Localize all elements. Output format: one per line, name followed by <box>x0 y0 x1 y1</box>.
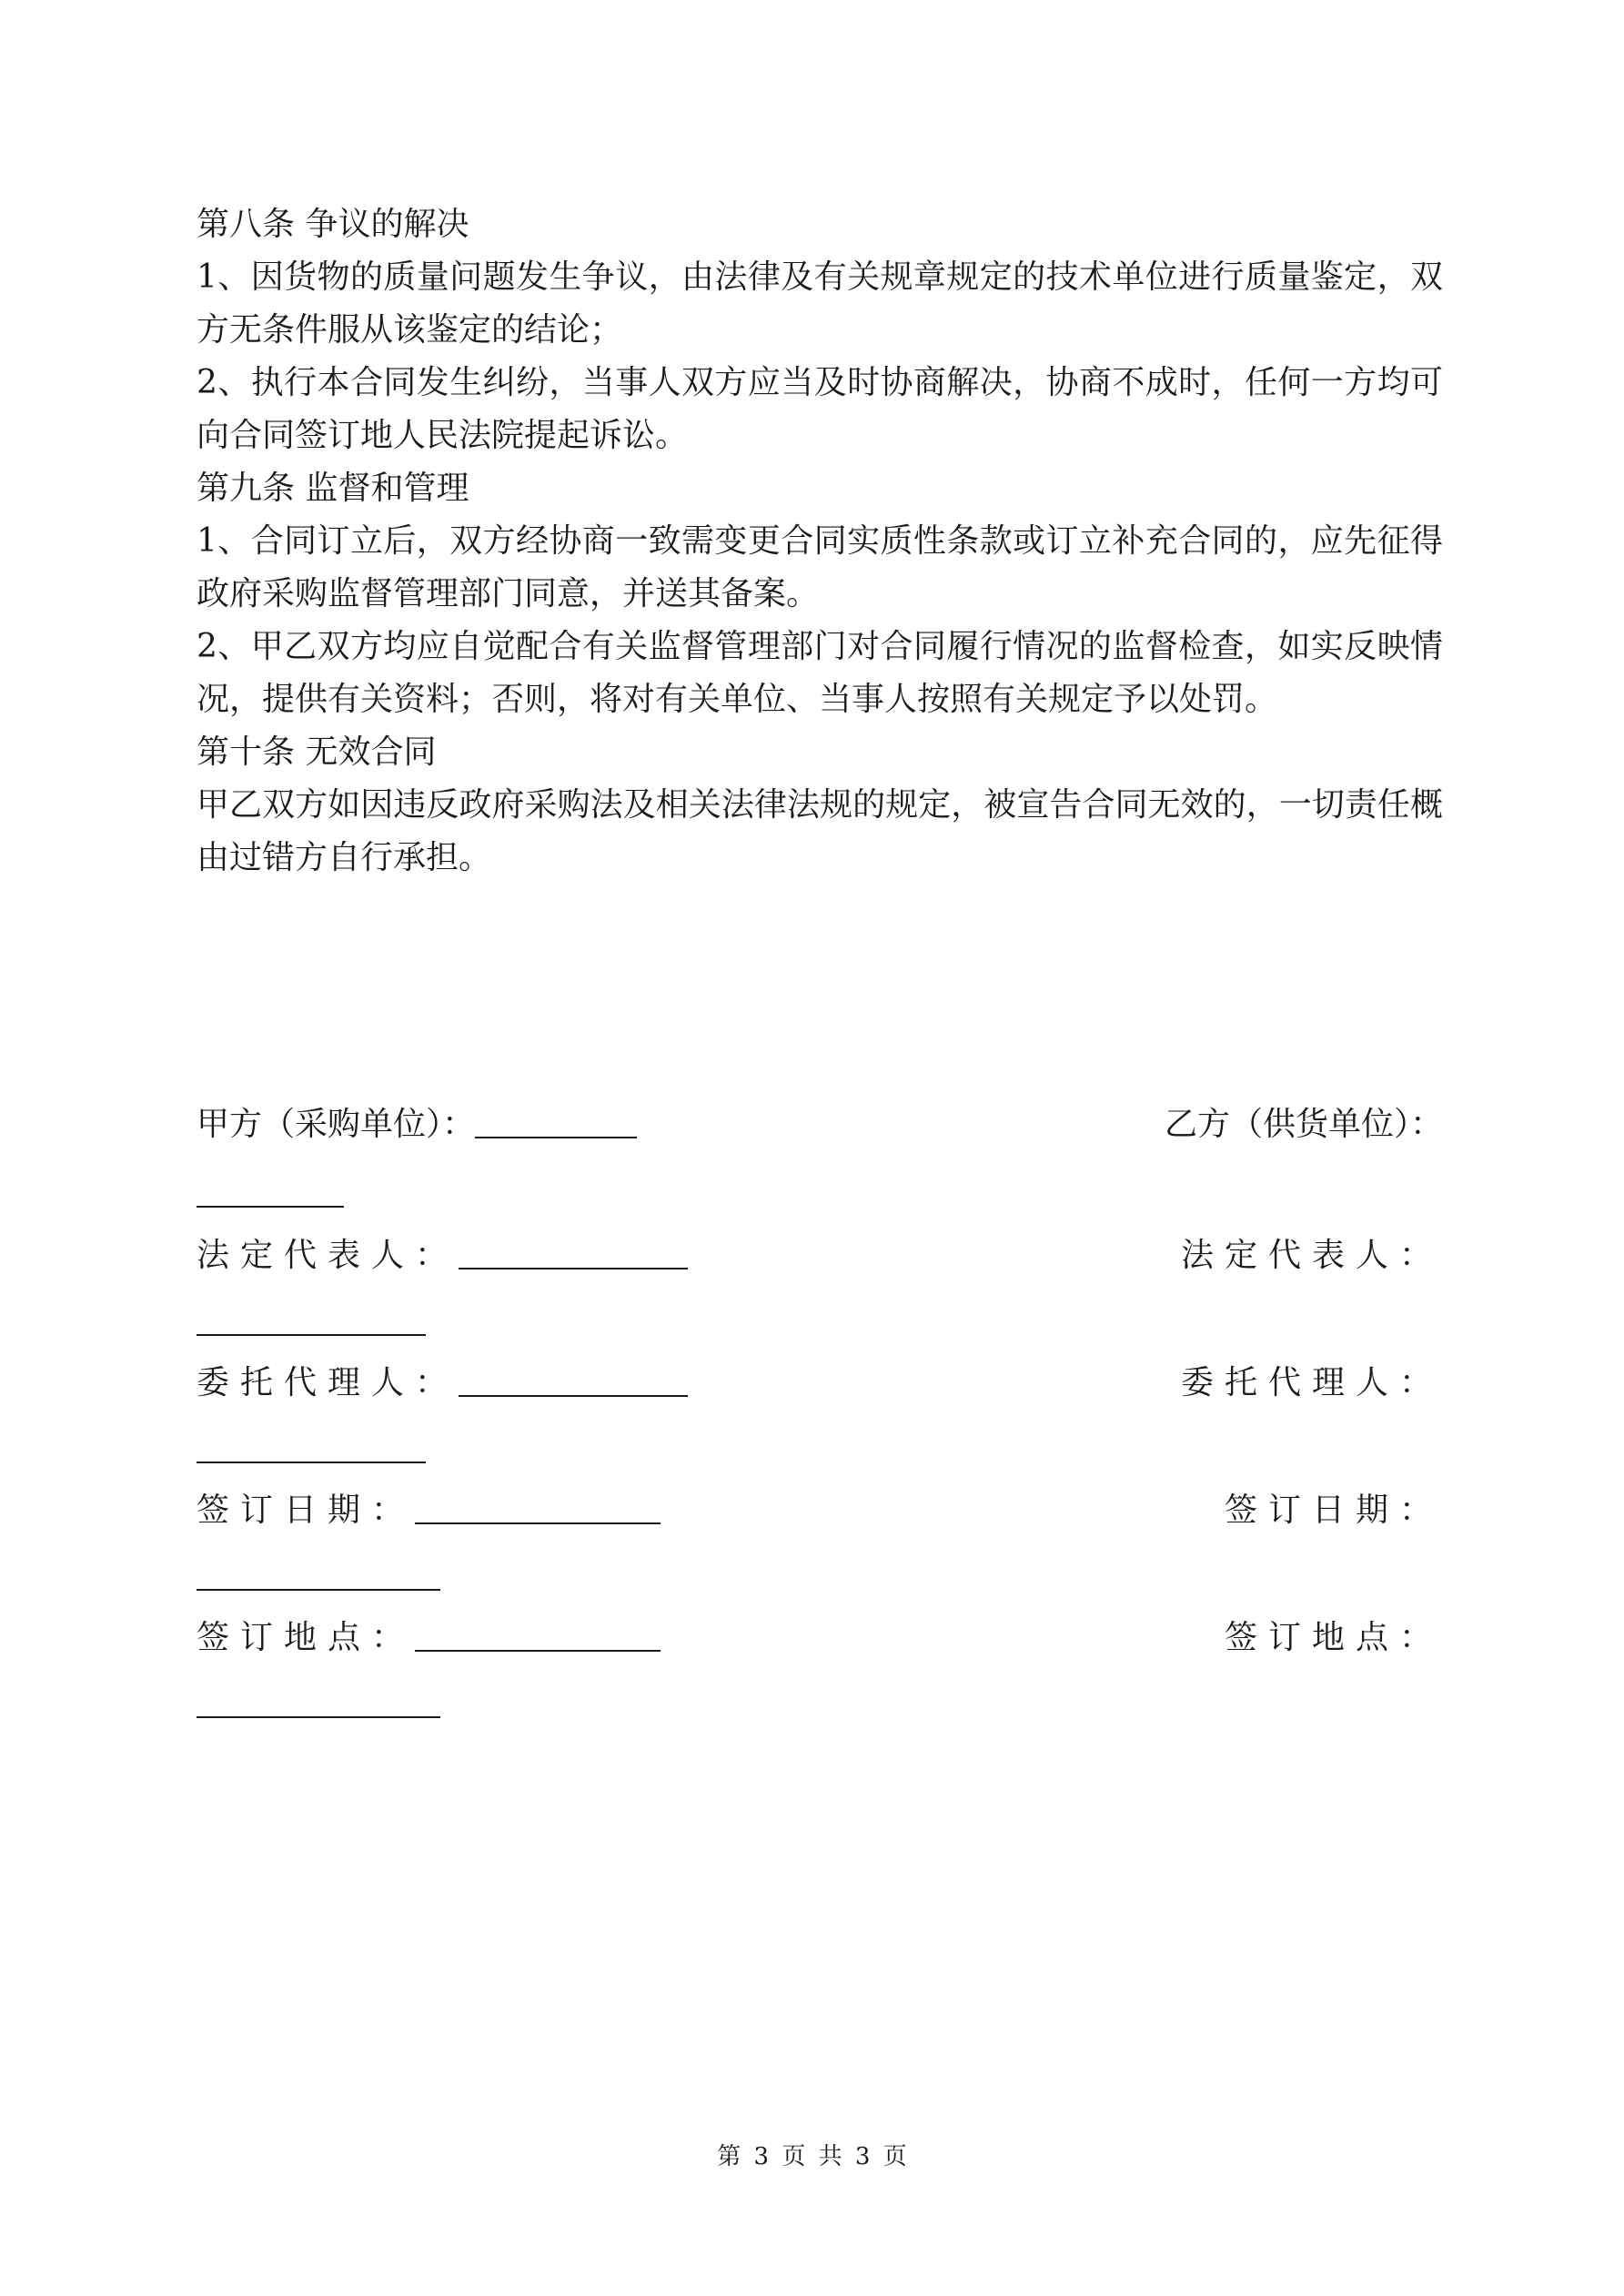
signature-row-party <box>197 1097 1443 1152</box>
article-9-clause-2: 2、甲乙双方均应自觉配合有关监督管理部门对合同履行情况的监督检查，如实反映情况，提供有关资料；否则，将对有关单位、当事人按照有关规定予以处罚。 <box>197 628 1443 718</box>
sign-place-a-label: 签订地点： <box>197 1619 416 1656</box>
agent-b-label: 委托代理人： <box>1180 1364 1443 1401</box>
agent-a-field <box>197 1356 688 1411</box>
article-8-heading: 第八条 争议的解决 <box>197 206 469 243</box>
legal-rep-b-field <box>1181 1229 1443 1283</box>
signature-row-date <box>197 1483 1443 1538</box>
sign-place-b-blank <box>197 1716 440 1718</box>
agent-b-field <box>1181 1356 1443 1411</box>
article-8-clause-1: 1、因货物的质量问题发生争议，由法律及有关规章规定的技术单位进行质量鉴定，双方无条件服从该鉴定的结论； <box>197 258 1443 349</box>
sign-place-a-field <box>197 1611 661 1665</box>
article-8-clause-2: 2、执行本合同发生纠纷，当事人双方应当及时协商解决，协商不成时，任何一方均可向合同签订地人民法院提起诉讼。 <box>197 364 1443 454</box>
agent-a-label: 委托代理人： <box>197 1364 459 1401</box>
party-b-field <box>1165 1097 1443 1152</box>
article-9-clause-1: 1、合同订立后，双方经协商一致需变更合同实质性条款或订立补充合同的，应先征得政府采购监督管理部门同意，并送其备案。 <box>197 522 1443 612</box>
page-number-footer: 第 3 页 共 3 页 <box>717 2143 907 2170</box>
party-a-blank <box>475 1106 637 1138</box>
legal-rep-a-label: 法定代表人： <box>197 1237 459 1274</box>
sign-place-a-blank <box>415 1619 661 1652</box>
signature-row-place <box>197 1611 1443 1665</box>
agent-b-blank <box>197 1462 426 1463</box>
sign-place-b-field <box>1225 1611 1443 1665</box>
sign-date-b-blank <box>197 1589 440 1591</box>
sign-date-b-field <box>1225 1483 1443 1538</box>
legal-rep-b-label: 法定代表人： <box>1180 1237 1443 1274</box>
party-a-field <box>197 1097 637 1152</box>
legal-rep-a-field <box>197 1229 688 1283</box>
sign-date-b-label: 签订日期： <box>1224 1492 1443 1529</box>
sign-date-a-field <box>197 1483 661 1538</box>
party-b-label: 乙方（供货单位）： <box>1164 1106 1443 1143</box>
sign-date-a-blank <box>415 1492 661 1524</box>
party-b-blank <box>197 1206 344 1208</box>
signature-row-legal-rep <box>197 1229 1443 1283</box>
legal-rep-b-blank <box>197 1334 426 1336</box>
sign-date-a-label: 签订日期： <box>197 1492 416 1529</box>
contract-body <box>197 198 1443 885</box>
article-10-clause: 甲乙双方如因违反政府采购法及相关法律法规的规定，被宣告合同无效的，一切责任概由过错方自行承担。 <box>197 786 1443 876</box>
legal-rep-a-blank <box>459 1237 688 1269</box>
party-a-label: 甲方（采购单位）： <box>197 1106 476 1143</box>
agent-a-blank <box>459 1364 688 1397</box>
article-10-heading: 第十条 无效合同 <box>197 733 437 771</box>
article-9-heading: 第九条 监督和管理 <box>197 470 469 507</box>
sign-place-b-label: 签订地点： <box>1224 1619 1443 1656</box>
signature-row-agent <box>197 1356 1443 1411</box>
